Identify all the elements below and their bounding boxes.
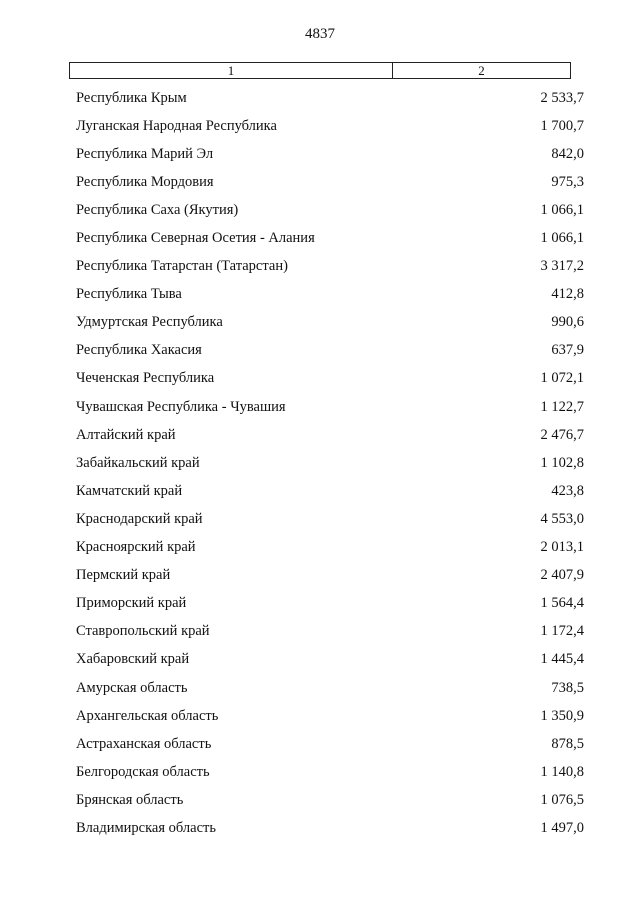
region-value: 637,9 bbox=[551, 342, 584, 359]
table-row bbox=[76, 449, 584, 477]
region-value: 1 066,1 bbox=[540, 201, 584, 218]
table-header bbox=[69, 62, 571, 79]
table-row bbox=[76, 505, 584, 533]
region-name: Владимирская область bbox=[76, 819, 216, 836]
table-row bbox=[76, 224, 584, 252]
table-row bbox=[76, 309, 584, 337]
table-body bbox=[76, 84, 584, 843]
region-value: 2 013,1 bbox=[540, 539, 584, 556]
region-name: Камчатский край bbox=[76, 482, 183, 499]
table-row bbox=[76, 674, 584, 702]
region-value: 1 564,4 bbox=[540, 595, 584, 612]
region-name: Удмуртская Республика bbox=[76, 314, 223, 331]
region-name: Пермский край bbox=[76, 567, 171, 584]
table-row bbox=[76, 730, 584, 758]
region-name: Хабаровский край bbox=[76, 651, 190, 668]
column-header-1: 1 bbox=[70, 63, 393, 78]
table-row bbox=[76, 281, 584, 309]
region-value: 990,6 bbox=[551, 314, 584, 331]
region-name: Амурская область bbox=[76, 679, 188, 696]
region-name: Республика Хакасия bbox=[76, 342, 202, 359]
region-name: Архангельская область bbox=[76, 707, 219, 724]
table-row bbox=[76, 140, 584, 168]
table-row bbox=[76, 196, 584, 224]
region-value: 2 533,7 bbox=[540, 89, 584, 106]
region-value: 3 317,2 bbox=[540, 258, 584, 275]
region-value: 1 445,4 bbox=[540, 651, 584, 668]
region-name: Брянская область bbox=[76, 791, 184, 808]
region-name: Республика Татарстан (Татарстан) bbox=[76, 258, 288, 275]
region-value: 412,8 bbox=[551, 286, 584, 303]
region-value: 1 700,7 bbox=[540, 117, 584, 134]
region-value: 1 172,4 bbox=[540, 623, 584, 640]
region-name: Астраханская область bbox=[76, 735, 212, 752]
region-name: Республика Саха (Якутия) bbox=[76, 201, 239, 218]
table-row bbox=[76, 814, 584, 842]
page-number: 4837 bbox=[305, 26, 335, 42]
region-value: 1 350,9 bbox=[540, 707, 584, 724]
table-row bbox=[76, 421, 584, 449]
region-name: Ставропольский край bbox=[76, 623, 210, 640]
region-value: 1 072,1 bbox=[540, 370, 584, 387]
table-row bbox=[76, 786, 584, 814]
region-name: Республика Северная Осетия - Алания bbox=[76, 230, 315, 247]
region-value: 1 066,1 bbox=[540, 230, 584, 247]
region-name: Республика Мордовия bbox=[76, 173, 214, 190]
region-value: 4 553,0 bbox=[540, 510, 584, 527]
region-name: Красноярский край bbox=[76, 539, 196, 556]
region-value: 878,5 bbox=[551, 735, 584, 752]
region-value: 1 497,0 bbox=[540, 819, 584, 836]
table-row bbox=[76, 590, 584, 618]
table-row bbox=[76, 534, 584, 562]
region-value: 2 407,9 bbox=[540, 567, 584, 584]
table-row bbox=[76, 365, 584, 393]
table-row bbox=[76, 168, 584, 196]
table-row bbox=[76, 646, 584, 674]
region-value: 1 140,8 bbox=[540, 763, 584, 780]
region-name: Краснодарский край bbox=[76, 510, 203, 527]
table-row bbox=[76, 618, 584, 646]
region-name: Белгородская область bbox=[76, 763, 210, 780]
region-name: Чувашская Республика - Чувашия bbox=[76, 398, 286, 415]
table-row bbox=[76, 758, 584, 786]
table-row bbox=[76, 112, 584, 140]
region-name: Забайкальский край bbox=[76, 454, 200, 471]
region-name: Республика Тыва bbox=[76, 286, 182, 303]
column-header-2: 2 bbox=[478, 63, 485, 78]
table-row bbox=[76, 253, 584, 281]
table-row bbox=[76, 562, 584, 590]
table-row bbox=[76, 477, 584, 505]
region-name: Алтайский край bbox=[76, 426, 176, 443]
region-value: 2 476,7 bbox=[540, 426, 584, 443]
table-row bbox=[76, 337, 584, 365]
region-value: 423,8 bbox=[551, 482, 584, 499]
region-value: 1 122,7 bbox=[540, 398, 584, 415]
region-name: Луганская Народная Республика bbox=[76, 117, 277, 134]
region-name: Чеченская Республика bbox=[76, 370, 215, 387]
table-row bbox=[76, 702, 584, 730]
region-value: 738,5 bbox=[551, 679, 584, 696]
table-row bbox=[76, 393, 584, 421]
region-name: Республика Марий Эл bbox=[76, 145, 214, 162]
region-name: Республика Крым bbox=[76, 89, 187, 106]
region-value: 975,3 bbox=[551, 173, 584, 190]
table-row bbox=[76, 84, 584, 112]
region-value: 1 102,8 bbox=[540, 454, 584, 471]
region-name: Приморский край bbox=[76, 595, 187, 612]
region-value: 1 076,5 bbox=[540, 791, 584, 808]
region-value: 842,0 bbox=[551, 145, 584, 162]
